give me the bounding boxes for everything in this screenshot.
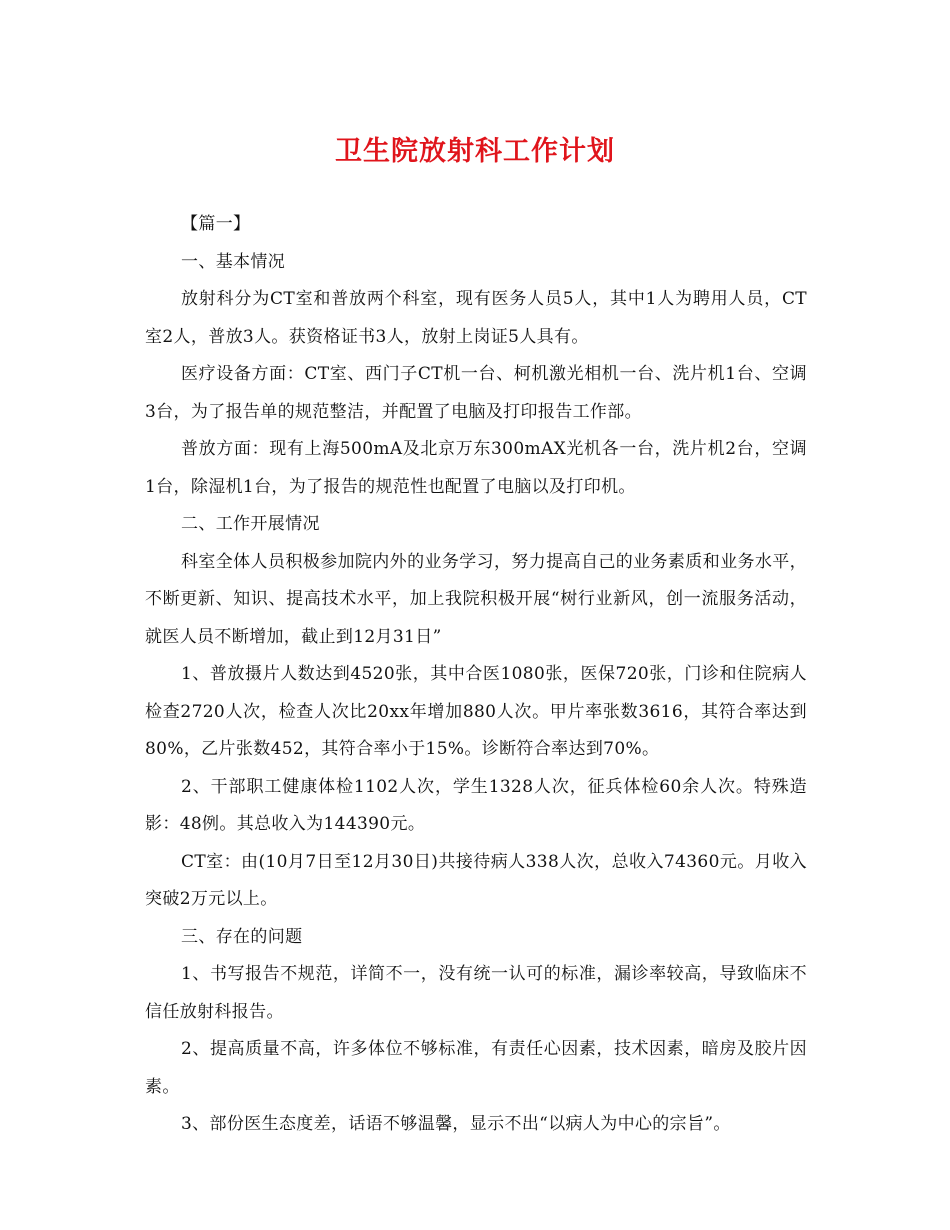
paragraph-problem-attitude: 3、部份医生态度差，话语不够温馨，显示不出“以病人为中心的宗旨”。 xyxy=(181,1114,731,1134)
paragraph-ct-room: CT室：由(10月7日至12月30日)共接待病人338人次，总收入74360元。月收入突破2万元以上。 xyxy=(145,851,807,909)
paragraph-staff-study: 科室全体人员积极参加院内外的业务学习，努力提高自己的业务素质和业务水平，不断更新、知识、提高技术水平，加上我院积极开展“树行业新风，创一流服务活动，就医人员不断增加，截止到12月31日” xyxy=(145,551,807,647)
section-marker: 【篇一】 xyxy=(181,214,251,234)
paragraph-health-checkups: 2、干部职工健康体检1102人次，学生1328人次，征兵体检60余人次。特殊造影：48例。其总收入为144390元。 xyxy=(145,776,807,834)
paragraph-radiography-statistics: 1、普放摄片人数达到4520张，其中合医1080张，医保720张，门诊和住院病人检查2720人次，检查人次比20xx年增加880人次。甲片率张数3616，其符合率达到80%，乙片张数452，其符合率小于15%。诊断符合率达到70%。 xyxy=(145,664,807,759)
section-heading-work-progress: 二、工作开展情况 xyxy=(181,514,320,534)
paragraph-staffing: 放射科分为CT室和普放两个科室，现有医务人员5人，其中1人为聘用人员，CT室2人，普放3人。获资格证书3人，放射上岗证5人具有。 xyxy=(145,289,807,347)
paragraph-problem-reports: 1、书写报告不规范，详简不一，没有统一认可的标准，漏诊率较高，导致临床不信任放射科报告。 xyxy=(145,964,807,1022)
paragraph-general-radiography: 普放方面：现有上海500mA及北京万东300mAX光机各一台，洗片机2台，空调1台，除湿机1台，为了报告的规范性也配置了电脑以及打印机。 xyxy=(145,439,807,497)
section-heading-basic-situation: 一、基本情况 xyxy=(181,251,286,272)
paragraph-problem-quality: 2、提高质量不高，许多体位不够标准，有责任心因素，技术因素，暗房及胶片因素。 xyxy=(145,1039,807,1097)
document-body xyxy=(145,206,807,1144)
document-title: 卫生院放射科工作计划 xyxy=(335,136,615,167)
paragraph-medical-equipment: 医疗设备方面：CT室、西门子CT机一台、柯机激光相机一台、洗片机1台、空调3台，为了报告单的规范整洁，并配置了电脑及打印报告工作部。 xyxy=(145,364,807,422)
section-heading-existing-problems: 三、存在的问题 xyxy=(181,926,303,947)
